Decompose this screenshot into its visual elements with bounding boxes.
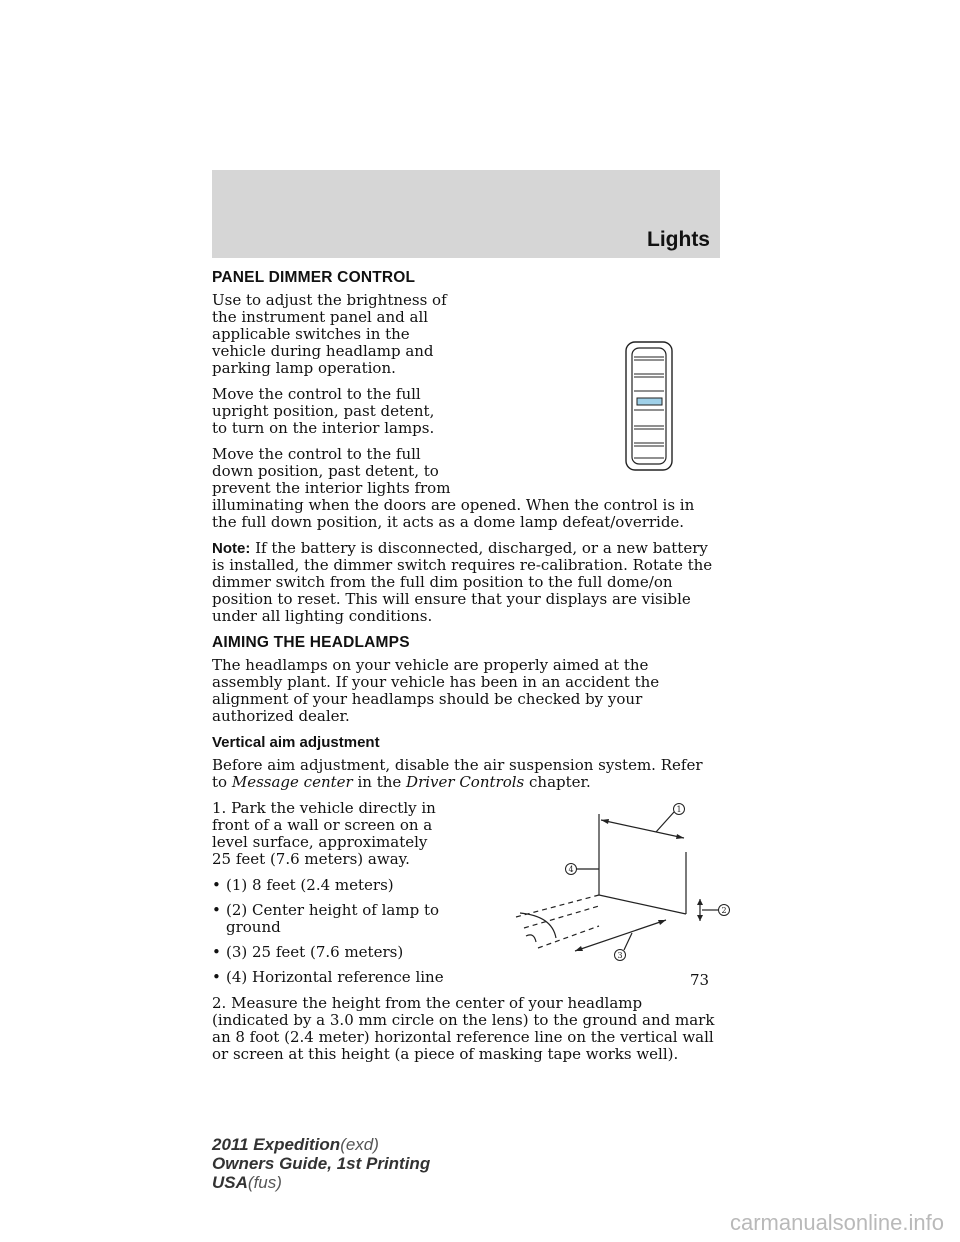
watermark: carmanualsonline.info	[729, 1210, 944, 1235]
bullet-icon: •	[212, 901, 221, 919]
list-item-text: (4) Horizontal reference line	[226, 968, 444, 986]
driver-controls-ref: Driver Controls	[406, 773, 525, 791]
dimmer-switch-figure	[459, 292, 724, 482]
footer-guide: Owners Guide, 1st Printing	[212, 1154, 431, 1173]
legend-list	[212, 877, 720, 986]
panel-dimmer-para2: Move the control to the full upright position, past detent, to turn on the interior lamps.	[212, 385, 435, 437]
list-item-text: (1) 8 feet (2.4 meters)	[226, 876, 394, 894]
callout-1: 1	[676, 805, 682, 814]
list-item-text: (2) Center height of lamp to ground	[226, 901, 440, 936]
aiming-para2-suffix: chapter.	[529, 773, 591, 791]
aiming-para1: The headlamps on your vehicle are properly aimed at the assembly plant. If your vehicle has been in an accident the alignment of your headlamps should be checked by your authorized dealer.	[212, 656, 660, 725]
page-content	[212, 263, 727, 1072]
callout-4: 4	[568, 865, 574, 874]
step-2: 2. Measure the height from the center of your headlamp (indicated by a 3.0 mm circle on the lens) to the ground and mark an 8 foot (2.4 meter) horizontal reference line on the vertical wall or screen at this height (a piece of masking tape works well).	[212, 994, 715, 1063]
list-item-text: (3) 25 feet (7.6 meters)	[226, 943, 404, 961]
list-item	[212, 877, 720, 894]
callout-3: 3	[617, 951, 623, 960]
page-number: 73	[690, 971, 710, 989]
aiming-para2	[212, 757, 720, 791]
footer-model-code: (exd)	[340, 1135, 379, 1154]
panel-dimmer-para3: Move the control to the full down position, past detent, to prevent the interior lights from illuminating when the doors are opened. When the control is in the full down position, it acts as a dome lamp defeat/override.	[212, 445, 695, 531]
vertical-aim-subheading: Vertical aim adjustment	[212, 734, 380, 751]
list-item	[212, 969, 720, 986]
note-text: If the battery is disconnected, discharged, or a new battery is installed, the dimmer switch requires re-calibration. Rotate the dimmer switch from the full dim position to the full dome/on position to reset. This will ensure that your displays are visible under all lighting conditions.	[212, 539, 713, 625]
aiming-para2-prefix: Before aim adjustment, disable the air suspension system. Refer to	[212, 756, 703, 791]
footer-market-code: (fus)	[247, 1173, 282, 1192]
note-label: Note:	[212, 540, 251, 557]
bullet-icon: •	[212, 876, 221, 894]
footer-model: 2011 Expedition	[212, 1135, 341, 1154]
panel-dimmer-heading: PANEL DIMMER CONTROL	[212, 269, 416, 286]
dimmer-indicator	[637, 398, 662, 405]
section-title: Lights	[647, 228, 710, 251]
panel-dimmer-para1: Use to adjust the brightness of the instrument panel and all applicable switches in the vehicle during headlamp and parking lamp operation.	[212, 291, 447, 377]
dimmer-switch-illustration	[459, 292, 724, 482]
aiming-para2-mid: in the	[357, 773, 402, 791]
section-header-band	[212, 170, 720, 258]
panel-dimmer-note	[212, 540, 720, 625]
list-item	[212, 944, 720, 961]
list-item	[212, 902, 720, 936]
print-footer	[212, 1135, 430, 1192]
footer-market: USA	[212, 1173, 248, 1192]
step-1: 1. Park the vehicle directly in front of a wall or screen on a level surface, approximately 25 feet (7.6 meters) away.	[212, 799, 436, 868]
message-center-ref: Message center	[231, 773, 353, 791]
bullet-icon: •	[212, 943, 221, 961]
bullet-icon: •	[212, 968, 221, 986]
aiming-heading: AIMING THE HEADLAMPS	[212, 634, 410, 651]
callout-2: 2	[721, 906, 727, 915]
